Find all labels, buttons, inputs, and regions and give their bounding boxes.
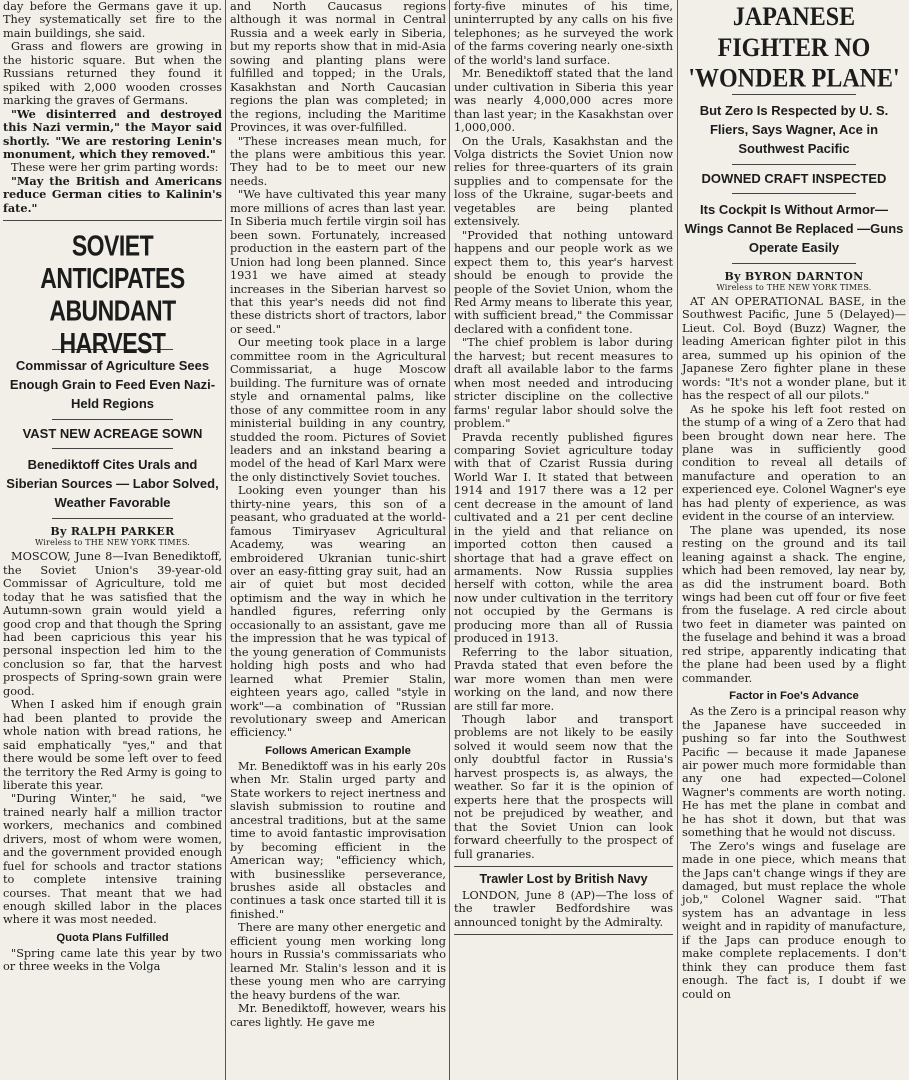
brief-headline: Trawler Lost by British Navy xyxy=(479,872,648,886)
column-rule xyxy=(225,0,226,1080)
divider xyxy=(732,164,855,165)
divider xyxy=(454,934,673,935)
paragraph: When I asked him if enough grain had been planted to provide the whole nation with bread rations, he said emphatically "yes," and that there would be some left over to feed the territory the Red Army is going to liberate this year. xyxy=(3,698,222,792)
paragraph: Mr. Benediktoff, however, wears his cares lightly. He gave me xyxy=(230,1002,446,1029)
wire-credit: Wireless to THE NEW YORK TIMES. xyxy=(35,538,190,548)
headline-deck: But Zero Is Respected by U. S. Fliers, Says Wagner, Ace in Southwest Pacific xyxy=(699,103,889,156)
column-rule xyxy=(677,0,678,1080)
subhead: Follows American Example xyxy=(265,744,411,757)
article-headline: JAPANESE FIGHTER NO 'WONDER PLANE' xyxy=(688,3,900,94)
paragraph: Grass and flowers are growing in the historic square. But when the Russians returned they found it spiked with 2,000 wooden crosses marking the graves of Germans. xyxy=(3,40,222,108)
paragraph: The Zero's wings and fuselage are made in one piece, which means that the Japs can't change wings if they are damaged, but must replace the whole job," Colonel Wagner said. "That system has an advantage in less weight and in rapidity of manufacture, if the Japs can produce enough to make complete replacements. I don't think they can produce them fast enough. The fact is, I doubt if we could on xyxy=(682,839,906,1001)
subhead: Factor in Foe's Advance xyxy=(729,690,859,703)
paragraph: "May the British and Americans reduce German cities to Kalinin's fate." xyxy=(3,173,222,215)
paragraph: "We disinterred and destroyed this Nazi vermin," the Mayor said shortly. "We are restoring Lenin's monument, which they removed." xyxy=(3,106,222,161)
paragraph: "Spring came late this year by two or three weeks in the Volga xyxy=(3,946,222,974)
headline-deck: VAST NEW ACREAGE SOWN xyxy=(22,426,203,442)
divider xyxy=(52,448,172,449)
paragraph: MOSCOW, June 8—Ivan Benediktoff, the Soviet Union's 39-year-old Commissar of Agriculture, told me today that he was satisfied that the Autumn-sown grain would yield a good crop and that though the Spring had been capricious this year his personal inspection led him to the conclusion so far, that the harvest prospects of Spring-sown grain were good. xyxy=(3,550,222,698)
paragraph: Pravda recently published figures comparing Soviet agriculture today with that of Czarist Russia during World War I. It stated that between 1914 and 1917 there was a 12 per cent decrease in the amount of land cultivated and a 21 per cent decline in the yield and that reliance on imported cotton then caused a shortage that had a grave effect on armaments. Now Russia supplies herself with cotton, while the area now under cultivation in the territory not occupied by the Germans is producing more than all of Russia produced in 1913. xyxy=(454,430,673,646)
divider xyxy=(52,518,172,519)
paragraph: On the Urals, Kasakhstan and the Volga districts the Soviet Union now relies for three-quarters of its grain supplies and to compensate for the loss of the Ukraine, sugar-beets and vegetables are being planted extensively. xyxy=(454,134,673,229)
paragraph: Looking even younger than his thirty-nine years, this son of a peasant, who graduated at the world-famous Timiryasev Agricultural Academy, was wearing an embroidered Ukranian tunic-shirt over an easy-fitting gray suit, had an air of quiet but most decided optimism and the way in which he handled figures, referring only occasionally to an assistant, gave me the impression that he was typical of the young generation of Communists holding high posts and who had learned what Premier Stalin, eighteen years ago, called "style in work"—a combination of "Russian revolutionary sweep and American efficiency." xyxy=(230,484,446,740)
subhead: Quota Plans Fulfilled xyxy=(56,931,169,944)
headline-deck: Its Cockpit Is Without Armor—Wings Cannot Be Replaced —Guns Operate Easily xyxy=(684,202,904,255)
paragraph: "Provided that nothing untoward happens and our people work as we expect them to, this year's harvest should be enough to provide the people of the Soviet Union, whom the Red Army means to liberate this year, with sufficient bread," the Commissar declared with a confident tone. xyxy=(454,228,673,336)
divider xyxy=(732,263,855,264)
paragraph: day before the Germans gave it up. They systematically set fire to the main buildings, she said. xyxy=(3,0,222,40)
column-4 xyxy=(679,0,909,1080)
paragraph: AT AN OPERATIONAL BASE, in the Southwest Pacific, June 5 (Delayed)—Lieut. Col. Boyd (Buzz) Wagner, the leading American fighter pilot in this area, summed up his opinion of the Japanese Zero fighter plane in these words: "It's not a wonder plane, but it has the respect of all our pilots." xyxy=(682,295,906,403)
byline: By BYRON DARNTON xyxy=(724,270,864,283)
paragraph: There are many other energetic and efficient young men working long hours in Russia's commissariats who learned Mr. Stalin's lesson and it is these young men who are carrying the heavy burdens of the war. xyxy=(230,921,446,1002)
byline: By RALPH PARKER xyxy=(50,525,175,539)
paragraph: "During Winter," he said, "we trained nearly half a million tractor workers, mechanics and combined drivers, most of whom were women, and the government provided enough fuel for schools and tractor stations to complete intensive training courses. That meant that we had enough skilled labor in the places where it was most needed. xyxy=(3,792,222,927)
paragraph: LONDON, June 8 (AP)—The loss of the trawler Bedfordshire was announced tonight by the Admiralty. xyxy=(454,889,673,929)
paragraph: These were her grim parting words: xyxy=(11,161,219,175)
article-headline: SOVIET ANTICIPATES ABUNDANT HARVEST xyxy=(40,229,185,360)
headline-deck: Commissar of Agriculture Sees Enough Grain to Feed Even Nazi-Held Regions xyxy=(9,358,216,412)
paragraph: The plane was upended, its nose resting on the ground and its tail leaning against a shack. The engine, which had been removed, lay near by, as did the instrument board. Both wings had been cut off four or five feet from the fuselage. A red circle about two feet in diameter was painted on the fuselage and behind it was a broad red stripe, apparently indicating that the plane had been used by a flight commander. xyxy=(682,523,906,685)
headline-deck: Benediktoff Cites Urals and Siberian Sources — Labor Solved, Weather Favorable xyxy=(6,457,219,511)
paragraph: Though labor and transport problems are not likely to be easily solved it would seem now that the only doubtful factor in Russia's harvest prospects is, as always, the weather. So far it is the opinion of experts here that the prospects will not be prejudiced by weather, and that the Soviet Union can look forward cheerfully to the prospect of full granaries. xyxy=(454,713,673,861)
paragraph: "The chief problem is labor during the harvest; but recent measures to draft all available labor to the farms when most needed and introducing stricter discipline on the collective farms' regular labor should solve the problem." xyxy=(454,336,673,431)
paragraph: As the Zero is a principal reason why the Japanese have succeeded in pushing so far into the Southwest Pacific — because it made Japanese air power much more formidable than any one had expected—Colonel Wagner's comments are worth noting. He has met the plane in combat and he has shot it down, but that was something that he would not discuss. xyxy=(682,705,906,840)
column-3 xyxy=(451,0,676,1080)
headline-deck: DOWNED CRAFT INSPECTED xyxy=(701,171,887,186)
wire-credit: Wireless to THE NEW YORK TIMES. xyxy=(716,283,872,292)
column-2 xyxy=(227,0,449,1080)
paragraph: Our meeting took place in a large committee room in the Agricultural Commissariat, a huge Moscow building. The furniture was of ornate style and ornamental palms, like those of any committee room in any ministerial building in any country, studded the room. Pictures of Soviet leaders and an inkstand bearing a model of the head of Karl Marx were the only distinctively Soviet touches. xyxy=(230,336,446,484)
paragraph: "These increases mean much, for the plans were ambitious this year. They had to be to meet our new needs. xyxy=(230,134,446,188)
paragraph: Referring to the labor situation, Pravda stated that even before the war more women than men were working on the land, and now there are still far more. xyxy=(454,645,673,713)
paragraph: and North Caucasus regions although it was normal in Central Russia and a week early in Siberia, but my reports show that in mid-Asia sowing and planting plans were fulfilled and topped; in the Urals, Kasakhstan and North Caucasian regions the plan was completed; in the regions, including the Maritime Provinces, it was over-fulfilled. xyxy=(230,0,446,135)
paragraph: "We have cultivated this year many more millions of acres than last year. In Siberia much fertile virgin soil has been sown. Fortunately, increased production in the eastern part of the Union had long been planned. Since 1931 we have aimed at steady increases in the Siberian harvest so that this year's needs did not find these districts short of tractors, labor or seed." xyxy=(230,188,446,336)
divider xyxy=(52,419,172,420)
paragraph: forty-five minutes of his time, uninterrupted by any calls on his five telephones; as he surveyed the work of the farms covering nearly one-sixth of the world's land surface. xyxy=(454,0,673,67)
divider xyxy=(732,193,855,194)
paragraph: As he spoke his left foot rested on the stump of a wing of a Zero that had been brought down near here. The plane was in sufficiently good condition to reveal all details of manufacture and operation to an experienced eye. Colonel Wagner's eye has had plenty of experience, as was evident in the course of an interview. xyxy=(682,402,906,524)
paragraph: Mr. Benediktoff stated that the land under cultivation in Siberia this year was nearly 4,000,000 acres more than last year; in the Kasakhstan over 1,000,000. xyxy=(454,67,673,135)
divider xyxy=(3,220,222,221)
column-1 xyxy=(0,0,225,1080)
column-rule xyxy=(449,0,450,1080)
paragraph: Mr. Benediktoff was in his early 20s when Mr. Stalin urged party and State workers to reject inertness and slavish submission to routine and ancestral traditions, but at the same time to avoid fantastic improvisation by becoming efficient in the American way; "efficiency which, with businesslike perseverance, brushes aside all obstacles and continues a task once started till it is finished." xyxy=(230,759,446,921)
divider xyxy=(454,866,673,867)
